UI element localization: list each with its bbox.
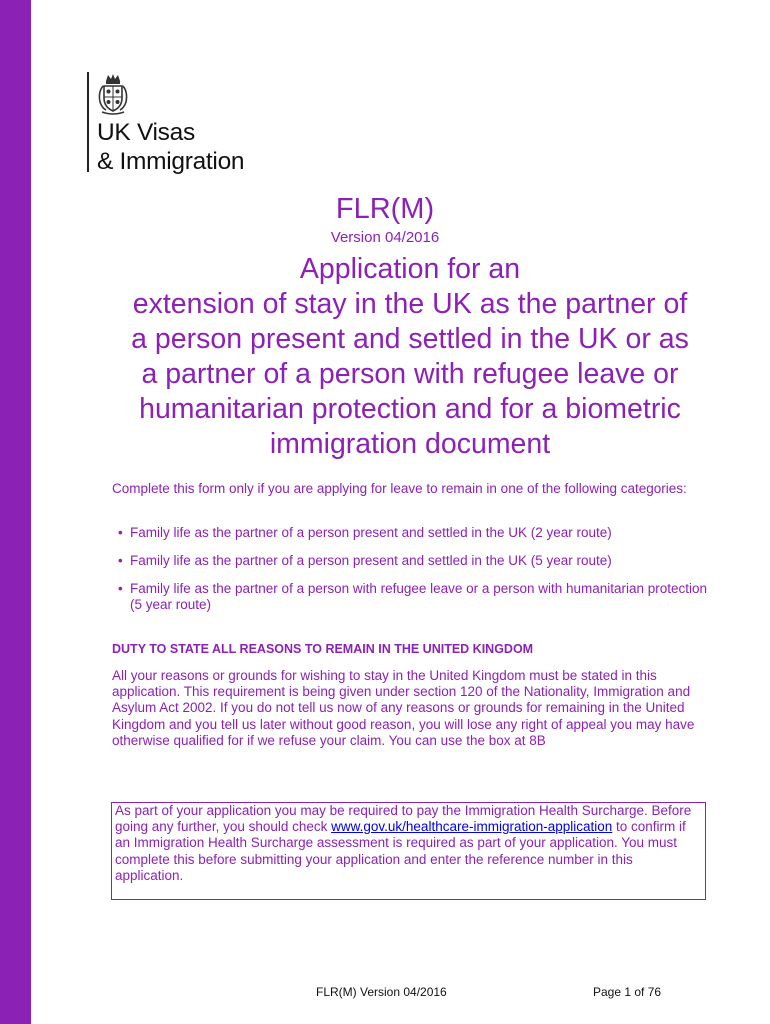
ihs-notice-text (112, 803, 705, 884)
title-line: immigration document (269, 428, 551, 460)
duty-body: All your reasons or grounds for wishing to stay in the United Kingdom must be stated in this application. This requirement is being given under section 120 of the Nationality, Immigration and Asylum Act 2002. If you do not tell us now of any reasons or grounds for remaining in the United Kingdom and you tell us later without good reason, you will lose any right of appeal you may have otherwise qualified for if we refuse your claim. You can use the box at 8B (112, 668, 695, 748)
page-number: Page 1 of 76 (593, 985, 662, 999)
title-line: humanitarian protection and for a biometric (139, 393, 681, 425)
title-line: extension of stay in the UK as the partner of (132, 288, 688, 320)
title-line: a partner of a person with refugee leave or (141, 358, 679, 390)
logo-line-1: UK Visas (97, 119, 195, 146)
intro-text: Complete this form only if you are applying for leave to remain in one of the following categories: (112, 481, 687, 496)
application-title (90, 252, 730, 462)
list-item: • Family life as the partner of a person with refugee leave or a person with humanitarian protection (5 year route) (118, 581, 708, 613)
side-color-bar (0, 0, 31, 1024)
footer-version: FLR(M) Version 04/2016 (316, 985, 447, 999)
logo-line-2: & Immigration (97, 148, 245, 175)
ihs-text-after: to confirm if an Immigration Health Surcharge assessment is required as part of your application. You must complete this before submitting your application and enter the reference number in this application. (115, 819, 686, 883)
healthcare-immigration-link[interactable]: www.gov.uk/healthcare-immigration-application (331, 819, 613, 835)
list-item: • Family life as the partner of a person present and settled in the UK (2 year route) (118, 525, 708, 541)
logo-wordmark (97, 118, 244, 176)
royal-crest-icon (96, 72, 130, 116)
title-line: Application for an (299, 253, 521, 285)
form-code: FLR(M) (335, 193, 435, 225)
logo-divider (87, 72, 89, 172)
list-item: • Family life as the partner of a person present and settled in the UK (5 year route) (118, 553, 708, 569)
title-line: a person present and settled in the UK or as (131, 323, 689, 355)
duty-heading: DUTY TO STATE ALL REASONS TO REMAIN IN THE UNITED KINGDOM (112, 642, 534, 656)
form-version: Version 04/2016 (330, 229, 440, 246)
route-list (118, 525, 708, 625)
ihs-text-before: As part of your application you may be required to pay the Immigration Health Surcharge. Before going any further, you should check (115, 803, 692, 835)
ihs-notice-box (111, 802, 706, 900)
